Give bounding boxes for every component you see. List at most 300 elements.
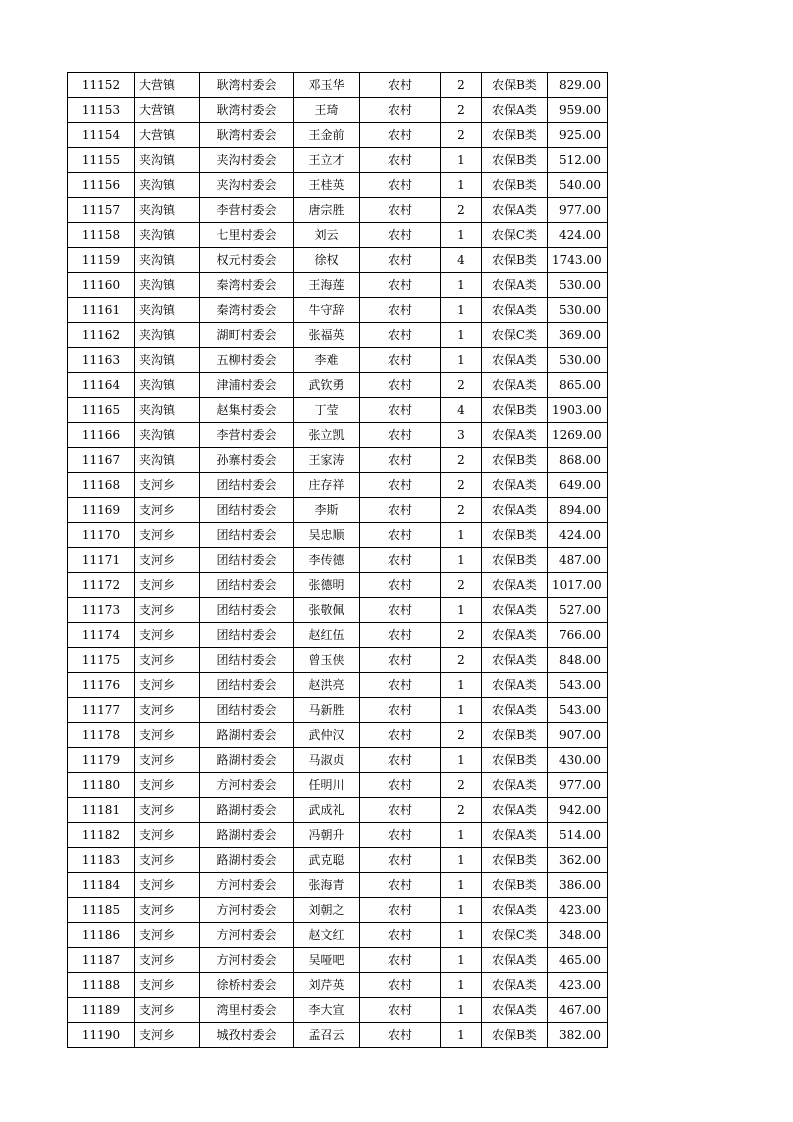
table-row xyxy=(68,498,608,523)
table-row xyxy=(68,598,608,623)
cell-committee: 方河村委会 xyxy=(200,773,294,798)
cell-count: 2 xyxy=(441,373,482,398)
cell-committee: 权元村委会 xyxy=(200,248,294,273)
cell-id: 11165 xyxy=(68,398,135,423)
cell-type: 农村 xyxy=(360,223,441,248)
cell-committee: 夹沟村委会 xyxy=(200,173,294,198)
cell-count: 1 xyxy=(441,823,482,848)
cell-count: 1 xyxy=(441,948,482,973)
cell-count: 4 xyxy=(441,398,482,423)
cell-amount: 424.00 xyxy=(548,523,608,548)
cell-committee: 耿湾村委会 xyxy=(200,123,294,148)
cell-amount: 925.00 xyxy=(548,123,608,148)
cell-town: 支河乡 xyxy=(135,798,200,823)
cell-count: 1 xyxy=(441,323,482,348)
table-row xyxy=(68,573,608,598)
cell-type: 农村 xyxy=(360,773,441,798)
cell-name: 牛守辞 xyxy=(294,298,360,323)
cell-town: 支河乡 xyxy=(135,598,200,623)
cell-id: 11171 xyxy=(68,548,135,573)
table-row xyxy=(68,223,608,248)
cell-type: 农村 xyxy=(360,998,441,1023)
cell-count: 1 xyxy=(441,1023,482,1048)
table-row xyxy=(68,298,608,323)
cell-name: 王立才 xyxy=(294,148,360,173)
cell-type: 农村 xyxy=(360,373,441,398)
cell-type: 农村 xyxy=(360,423,441,448)
cell-committee: 团结村委会 xyxy=(200,523,294,548)
cell-category: 农保A类 xyxy=(482,773,548,798)
cell-amount: 865.00 xyxy=(548,373,608,398)
cell-committee: 七里村委会 xyxy=(200,223,294,248)
cell-amount: 423.00 xyxy=(548,898,608,923)
cell-town: 支河乡 xyxy=(135,923,200,948)
cell-amount: 1743.00 xyxy=(548,248,608,273)
cell-name: 刘云 xyxy=(294,223,360,248)
cell-amount: 540.00 xyxy=(548,173,608,198)
cell-committee: 团结村委会 xyxy=(200,573,294,598)
cell-amount: 362.00 xyxy=(548,848,608,873)
cell-committee: 路湖村委会 xyxy=(200,848,294,873)
cell-type: 农村 xyxy=(360,298,441,323)
cell-committee: 李营村委会 xyxy=(200,198,294,223)
cell-id: 11185 xyxy=(68,898,135,923)
cell-count: 3 xyxy=(441,423,482,448)
cell-town: 支河乡 xyxy=(135,723,200,748)
cell-id: 11163 xyxy=(68,348,135,373)
cell-category: 农保A类 xyxy=(482,823,548,848)
cell-amount: 386.00 xyxy=(548,873,608,898)
cell-id: 11174 xyxy=(68,623,135,648)
cell-type: 农村 xyxy=(360,448,441,473)
cell-id: 11164 xyxy=(68,373,135,398)
cell-category: 农保A类 xyxy=(482,298,548,323)
cell-amount: 977.00 xyxy=(548,773,608,798)
cell-amount: 543.00 xyxy=(548,698,608,723)
table-row xyxy=(68,698,608,723)
cell-id: 11189 xyxy=(68,998,135,1023)
cell-type: 农村 xyxy=(360,623,441,648)
cell-type: 农村 xyxy=(360,848,441,873)
table-row xyxy=(68,623,608,648)
cell-town: 支河乡 xyxy=(135,848,200,873)
cell-type: 农村 xyxy=(360,923,441,948)
cell-name: 邓玉华 xyxy=(294,73,360,98)
cell-type: 农村 xyxy=(360,348,441,373)
cell-amount: 512.00 xyxy=(548,148,608,173)
table-row xyxy=(68,73,608,98)
cell-type: 农村 xyxy=(360,473,441,498)
cell-amount: 530.00 xyxy=(548,273,608,298)
cell-name: 徐权 xyxy=(294,248,360,273)
cell-town: 支河乡 xyxy=(135,773,200,798)
cell-type: 农村 xyxy=(360,973,441,998)
cell-type: 农村 xyxy=(360,673,441,698)
cell-count: 1 xyxy=(441,148,482,173)
table-row xyxy=(68,373,608,398)
cell-town: 大营镇 xyxy=(135,123,200,148)
cell-count: 1 xyxy=(441,923,482,948)
cell-count: 1 xyxy=(441,998,482,1023)
cell-category: 农保B类 xyxy=(482,848,548,873)
cell-id: 11180 xyxy=(68,773,135,798)
cell-town: 支河乡 xyxy=(135,823,200,848)
cell-name: 曾玉侠 xyxy=(294,648,360,673)
cell-count: 1 xyxy=(441,873,482,898)
table-row xyxy=(68,798,608,823)
cell-id: 11166 xyxy=(68,423,135,448)
cell-town: 支河乡 xyxy=(135,748,200,773)
cell-committee: 团结村委会 xyxy=(200,673,294,698)
cell-category: 农保A类 xyxy=(482,698,548,723)
cell-type: 农村 xyxy=(360,823,441,848)
cell-committee: 路湖村委会 xyxy=(200,723,294,748)
cell-count: 1 xyxy=(441,223,482,248)
cell-category: 农保B类 xyxy=(482,148,548,173)
cell-name: 赵红伍 xyxy=(294,623,360,648)
cell-count: 1 xyxy=(441,298,482,323)
cell-count: 1 xyxy=(441,898,482,923)
cell-name: 任明川 xyxy=(294,773,360,798)
cell-committee: 五柳村委会 xyxy=(200,348,294,373)
table-row xyxy=(68,148,608,173)
cell-committee: 耿湾村委会 xyxy=(200,73,294,98)
table-row xyxy=(68,273,608,298)
cell-amount: 467.00 xyxy=(548,998,608,1023)
cell-amount: 382.00 xyxy=(548,1023,608,1048)
cell-committee: 团结村委会 xyxy=(200,598,294,623)
cell-id: 11155 xyxy=(68,148,135,173)
cell-committee: 团结村委会 xyxy=(200,698,294,723)
cell-type: 农村 xyxy=(360,698,441,723)
cell-town: 夹沟镇 xyxy=(135,398,200,423)
cell-name: 孟召云 xyxy=(294,1023,360,1048)
cell-committee: 方河村委会 xyxy=(200,873,294,898)
cell-type: 农村 xyxy=(360,398,441,423)
cell-category: 农保A类 xyxy=(482,348,548,373)
cell-count: 1 xyxy=(441,273,482,298)
cell-category: 农保A类 xyxy=(482,498,548,523)
cell-amount: 1017.00 xyxy=(548,573,608,598)
cell-count: 2 xyxy=(441,198,482,223)
cell-town: 大营镇 xyxy=(135,73,200,98)
cell-amount: 1903.00 xyxy=(548,398,608,423)
cell-id: 11159 xyxy=(68,248,135,273)
cell-name: 王琦 xyxy=(294,98,360,123)
cell-type: 农村 xyxy=(360,323,441,348)
cell-town: 夹沟镇 xyxy=(135,423,200,448)
cell-type: 农村 xyxy=(360,173,441,198)
cell-id: 11160 xyxy=(68,273,135,298)
cell-category: 农保A类 xyxy=(482,423,548,448)
cell-count: 1 xyxy=(441,523,482,548)
cell-town: 支河乡 xyxy=(135,648,200,673)
cell-type: 农村 xyxy=(360,498,441,523)
cell-town: 夹沟镇 xyxy=(135,373,200,398)
cell-name: 王家涛 xyxy=(294,448,360,473)
cell-id: 11173 xyxy=(68,598,135,623)
cell-amount: 766.00 xyxy=(548,623,608,648)
table-row xyxy=(68,923,608,948)
cell-type: 农村 xyxy=(360,1023,441,1048)
cell-committee: 李营村委会 xyxy=(200,423,294,448)
cell-name: 武成礼 xyxy=(294,798,360,823)
cell-count: 1 xyxy=(441,673,482,698)
cell-committee: 团结村委会 xyxy=(200,623,294,648)
cell-category: 农保B类 xyxy=(482,398,548,423)
cell-town: 支河乡 xyxy=(135,573,200,598)
cell-count: 2 xyxy=(441,723,482,748)
cell-id: 11183 xyxy=(68,848,135,873)
records-body xyxy=(68,73,608,1048)
cell-name: 赵文红 xyxy=(294,923,360,948)
cell-name: 张海青 xyxy=(294,873,360,898)
cell-id: 11187 xyxy=(68,948,135,973)
cell-name: 丁莹 xyxy=(294,398,360,423)
cell-amount: 959.00 xyxy=(548,98,608,123)
table-row xyxy=(68,348,608,373)
cell-count: 2 xyxy=(441,73,482,98)
cell-amount: 1269.00 xyxy=(548,423,608,448)
cell-committee: 秦湾村委会 xyxy=(200,298,294,323)
cell-committee: 方河村委会 xyxy=(200,898,294,923)
records-table xyxy=(67,72,608,1048)
cell-name: 张立凯 xyxy=(294,423,360,448)
cell-id: 11167 xyxy=(68,448,135,473)
cell-type: 农村 xyxy=(360,798,441,823)
table-row xyxy=(68,98,608,123)
table-row xyxy=(68,948,608,973)
cell-committee: 团结村委会 xyxy=(200,498,294,523)
cell-committee: 湾里村委会 xyxy=(200,998,294,1023)
cell-category: 农保A类 xyxy=(482,373,548,398)
cell-amount: 907.00 xyxy=(548,723,608,748)
cell-amount: 424.00 xyxy=(548,223,608,248)
cell-count: 2 xyxy=(441,98,482,123)
cell-id: 11181 xyxy=(68,798,135,823)
cell-committee: 湖町村委会 xyxy=(200,323,294,348)
cell-category: 农保A类 xyxy=(482,573,548,598)
cell-type: 农村 xyxy=(360,723,441,748)
cell-count: 2 xyxy=(441,573,482,598)
cell-committee: 秦湾村委会 xyxy=(200,273,294,298)
cell-type: 农村 xyxy=(360,873,441,898)
cell-town: 大营镇 xyxy=(135,98,200,123)
cell-amount: 348.00 xyxy=(548,923,608,948)
cell-name: 李大宣 xyxy=(294,998,360,1023)
cell-town: 支河乡 xyxy=(135,998,200,1023)
cell-id: 11152 xyxy=(68,73,135,98)
cell-committee: 夹沟村委会 xyxy=(200,148,294,173)
cell-amount: 868.00 xyxy=(548,448,608,473)
cell-category: 农保A类 xyxy=(482,973,548,998)
cell-town: 夹沟镇 xyxy=(135,323,200,348)
cell-town: 夹沟镇 xyxy=(135,298,200,323)
cell-category: 农保A类 xyxy=(482,198,548,223)
cell-name: 吴哑吧 xyxy=(294,948,360,973)
cell-count: 1 xyxy=(441,698,482,723)
cell-id: 11161 xyxy=(68,298,135,323)
table-row xyxy=(68,548,608,573)
cell-name: 马新胜 xyxy=(294,698,360,723)
cell-town: 支河乡 xyxy=(135,548,200,573)
cell-amount: 649.00 xyxy=(548,473,608,498)
cell-committee: 方河村委会 xyxy=(200,948,294,973)
table-row xyxy=(68,323,608,348)
cell-category: 农保A类 xyxy=(482,798,548,823)
cell-id: 11168 xyxy=(68,473,135,498)
table-row xyxy=(68,398,608,423)
cell-id: 11170 xyxy=(68,523,135,548)
cell-name: 李难 xyxy=(294,348,360,373)
cell-id: 11153 xyxy=(68,98,135,123)
cell-amount: 848.00 xyxy=(548,648,608,673)
cell-amount: 527.00 xyxy=(548,598,608,623)
cell-type: 农村 xyxy=(360,73,441,98)
cell-amount: 487.00 xyxy=(548,548,608,573)
cell-committee: 路湖村委会 xyxy=(200,748,294,773)
cell-name: 王海莲 xyxy=(294,273,360,298)
cell-committee: 城孜村委会 xyxy=(200,1023,294,1048)
cell-name: 武克聪 xyxy=(294,848,360,873)
cell-category: 农保A类 xyxy=(482,948,548,973)
cell-category: 农保C类 xyxy=(482,923,548,948)
table-row xyxy=(68,523,608,548)
cell-name: 刘朝之 xyxy=(294,898,360,923)
cell-town: 夹沟镇 xyxy=(135,148,200,173)
cell-id: 11178 xyxy=(68,723,135,748)
cell-category: 农保B类 xyxy=(482,873,548,898)
cell-category: 农保B类 xyxy=(482,248,548,273)
cell-type: 农村 xyxy=(360,648,441,673)
cell-id: 11156 xyxy=(68,173,135,198)
cell-town: 夹沟镇 xyxy=(135,448,200,473)
cell-town: 支河乡 xyxy=(135,623,200,648)
cell-amount: 423.00 xyxy=(548,973,608,998)
cell-count: 1 xyxy=(441,348,482,373)
cell-name: 张德明 xyxy=(294,573,360,598)
cell-name: 刘芹英 xyxy=(294,973,360,998)
table-row xyxy=(68,173,608,198)
cell-id: 11190 xyxy=(68,1023,135,1048)
cell-category: 农保A类 xyxy=(482,473,548,498)
cell-id: 11162 xyxy=(68,323,135,348)
cell-name: 李传德 xyxy=(294,548,360,573)
cell-count: 4 xyxy=(441,248,482,273)
cell-category: 农保A类 xyxy=(482,673,548,698)
cell-name: 武钦勇 xyxy=(294,373,360,398)
cell-category: 农保B类 xyxy=(482,748,548,773)
cell-name: 冯朝升 xyxy=(294,823,360,848)
cell-committee: 赵集村委会 xyxy=(200,398,294,423)
cell-id: 11188 xyxy=(68,973,135,998)
cell-count: 2 xyxy=(441,798,482,823)
cell-category: 农保A类 xyxy=(482,598,548,623)
cell-category: 农保A类 xyxy=(482,98,548,123)
cell-count: 2 xyxy=(441,123,482,148)
table-row xyxy=(68,723,608,748)
table-row xyxy=(68,873,608,898)
cell-id: 11184 xyxy=(68,873,135,898)
cell-category: 农保A类 xyxy=(482,648,548,673)
cell-committee: 方河村委会 xyxy=(200,923,294,948)
cell-town: 支河乡 xyxy=(135,698,200,723)
cell-committee: 津浦村委会 xyxy=(200,373,294,398)
table-row xyxy=(68,848,608,873)
cell-name: 王金前 xyxy=(294,123,360,148)
cell-town: 支河乡 xyxy=(135,473,200,498)
cell-type: 农村 xyxy=(360,573,441,598)
cell-amount: 942.00 xyxy=(548,798,608,823)
cell-town: 夹沟镇 xyxy=(135,248,200,273)
cell-count: 2 xyxy=(441,498,482,523)
cell-amount: 369.00 xyxy=(548,323,608,348)
cell-id: 11175 xyxy=(68,648,135,673)
cell-count: 2 xyxy=(441,448,482,473)
cell-count: 1 xyxy=(441,848,482,873)
cell-committee: 耿湾村委会 xyxy=(200,98,294,123)
cell-count: 2 xyxy=(441,473,482,498)
cell-id: 11182 xyxy=(68,823,135,848)
cell-town: 支河乡 xyxy=(135,673,200,698)
cell-category: 农保A类 xyxy=(482,998,548,1023)
table-row xyxy=(68,823,608,848)
cell-amount: 977.00 xyxy=(548,198,608,223)
cell-category: 农保C类 xyxy=(482,323,548,348)
cell-name: 李斯 xyxy=(294,498,360,523)
table-row xyxy=(68,198,608,223)
cell-category: 农保A类 xyxy=(482,898,548,923)
cell-category: 农保C类 xyxy=(482,223,548,248)
cell-id: 11186 xyxy=(68,923,135,948)
cell-count: 2 xyxy=(441,773,482,798)
cell-id: 11158 xyxy=(68,223,135,248)
cell-name: 唐宗胜 xyxy=(294,198,360,223)
cell-amount: 530.00 xyxy=(548,348,608,373)
cell-town: 支河乡 xyxy=(135,523,200,548)
cell-type: 农村 xyxy=(360,123,441,148)
cell-type: 农村 xyxy=(360,523,441,548)
cell-town: 夹沟镇 xyxy=(135,273,200,298)
table-row xyxy=(68,1023,608,1048)
cell-id: 11177 xyxy=(68,698,135,723)
cell-committee: 路湖村委会 xyxy=(200,823,294,848)
cell-count: 1 xyxy=(441,748,482,773)
table-row xyxy=(68,423,608,448)
cell-type: 农村 xyxy=(360,748,441,773)
cell-name: 张敬佩 xyxy=(294,598,360,623)
table-row xyxy=(68,473,608,498)
cell-town: 夹沟镇 xyxy=(135,173,200,198)
cell-count: 1 xyxy=(441,598,482,623)
cell-category: 农保B类 xyxy=(482,173,548,198)
cell-category: 农保B类 xyxy=(482,723,548,748)
cell-id: 11179 xyxy=(68,748,135,773)
cell-committee: 团结村委会 xyxy=(200,473,294,498)
cell-town: 夹沟镇 xyxy=(135,348,200,373)
cell-category: 农保A类 xyxy=(482,273,548,298)
cell-id: 11169 xyxy=(68,498,135,523)
cell-town: 支河乡 xyxy=(135,973,200,998)
cell-category: 农保A类 xyxy=(482,623,548,648)
cell-id: 11154 xyxy=(68,123,135,148)
cell-committee: 孙寨村委会 xyxy=(200,448,294,473)
cell-category: 农保B类 xyxy=(482,123,548,148)
table-row xyxy=(68,898,608,923)
cell-name: 庄存祥 xyxy=(294,473,360,498)
cell-amount: 543.00 xyxy=(548,673,608,698)
table-row xyxy=(68,773,608,798)
